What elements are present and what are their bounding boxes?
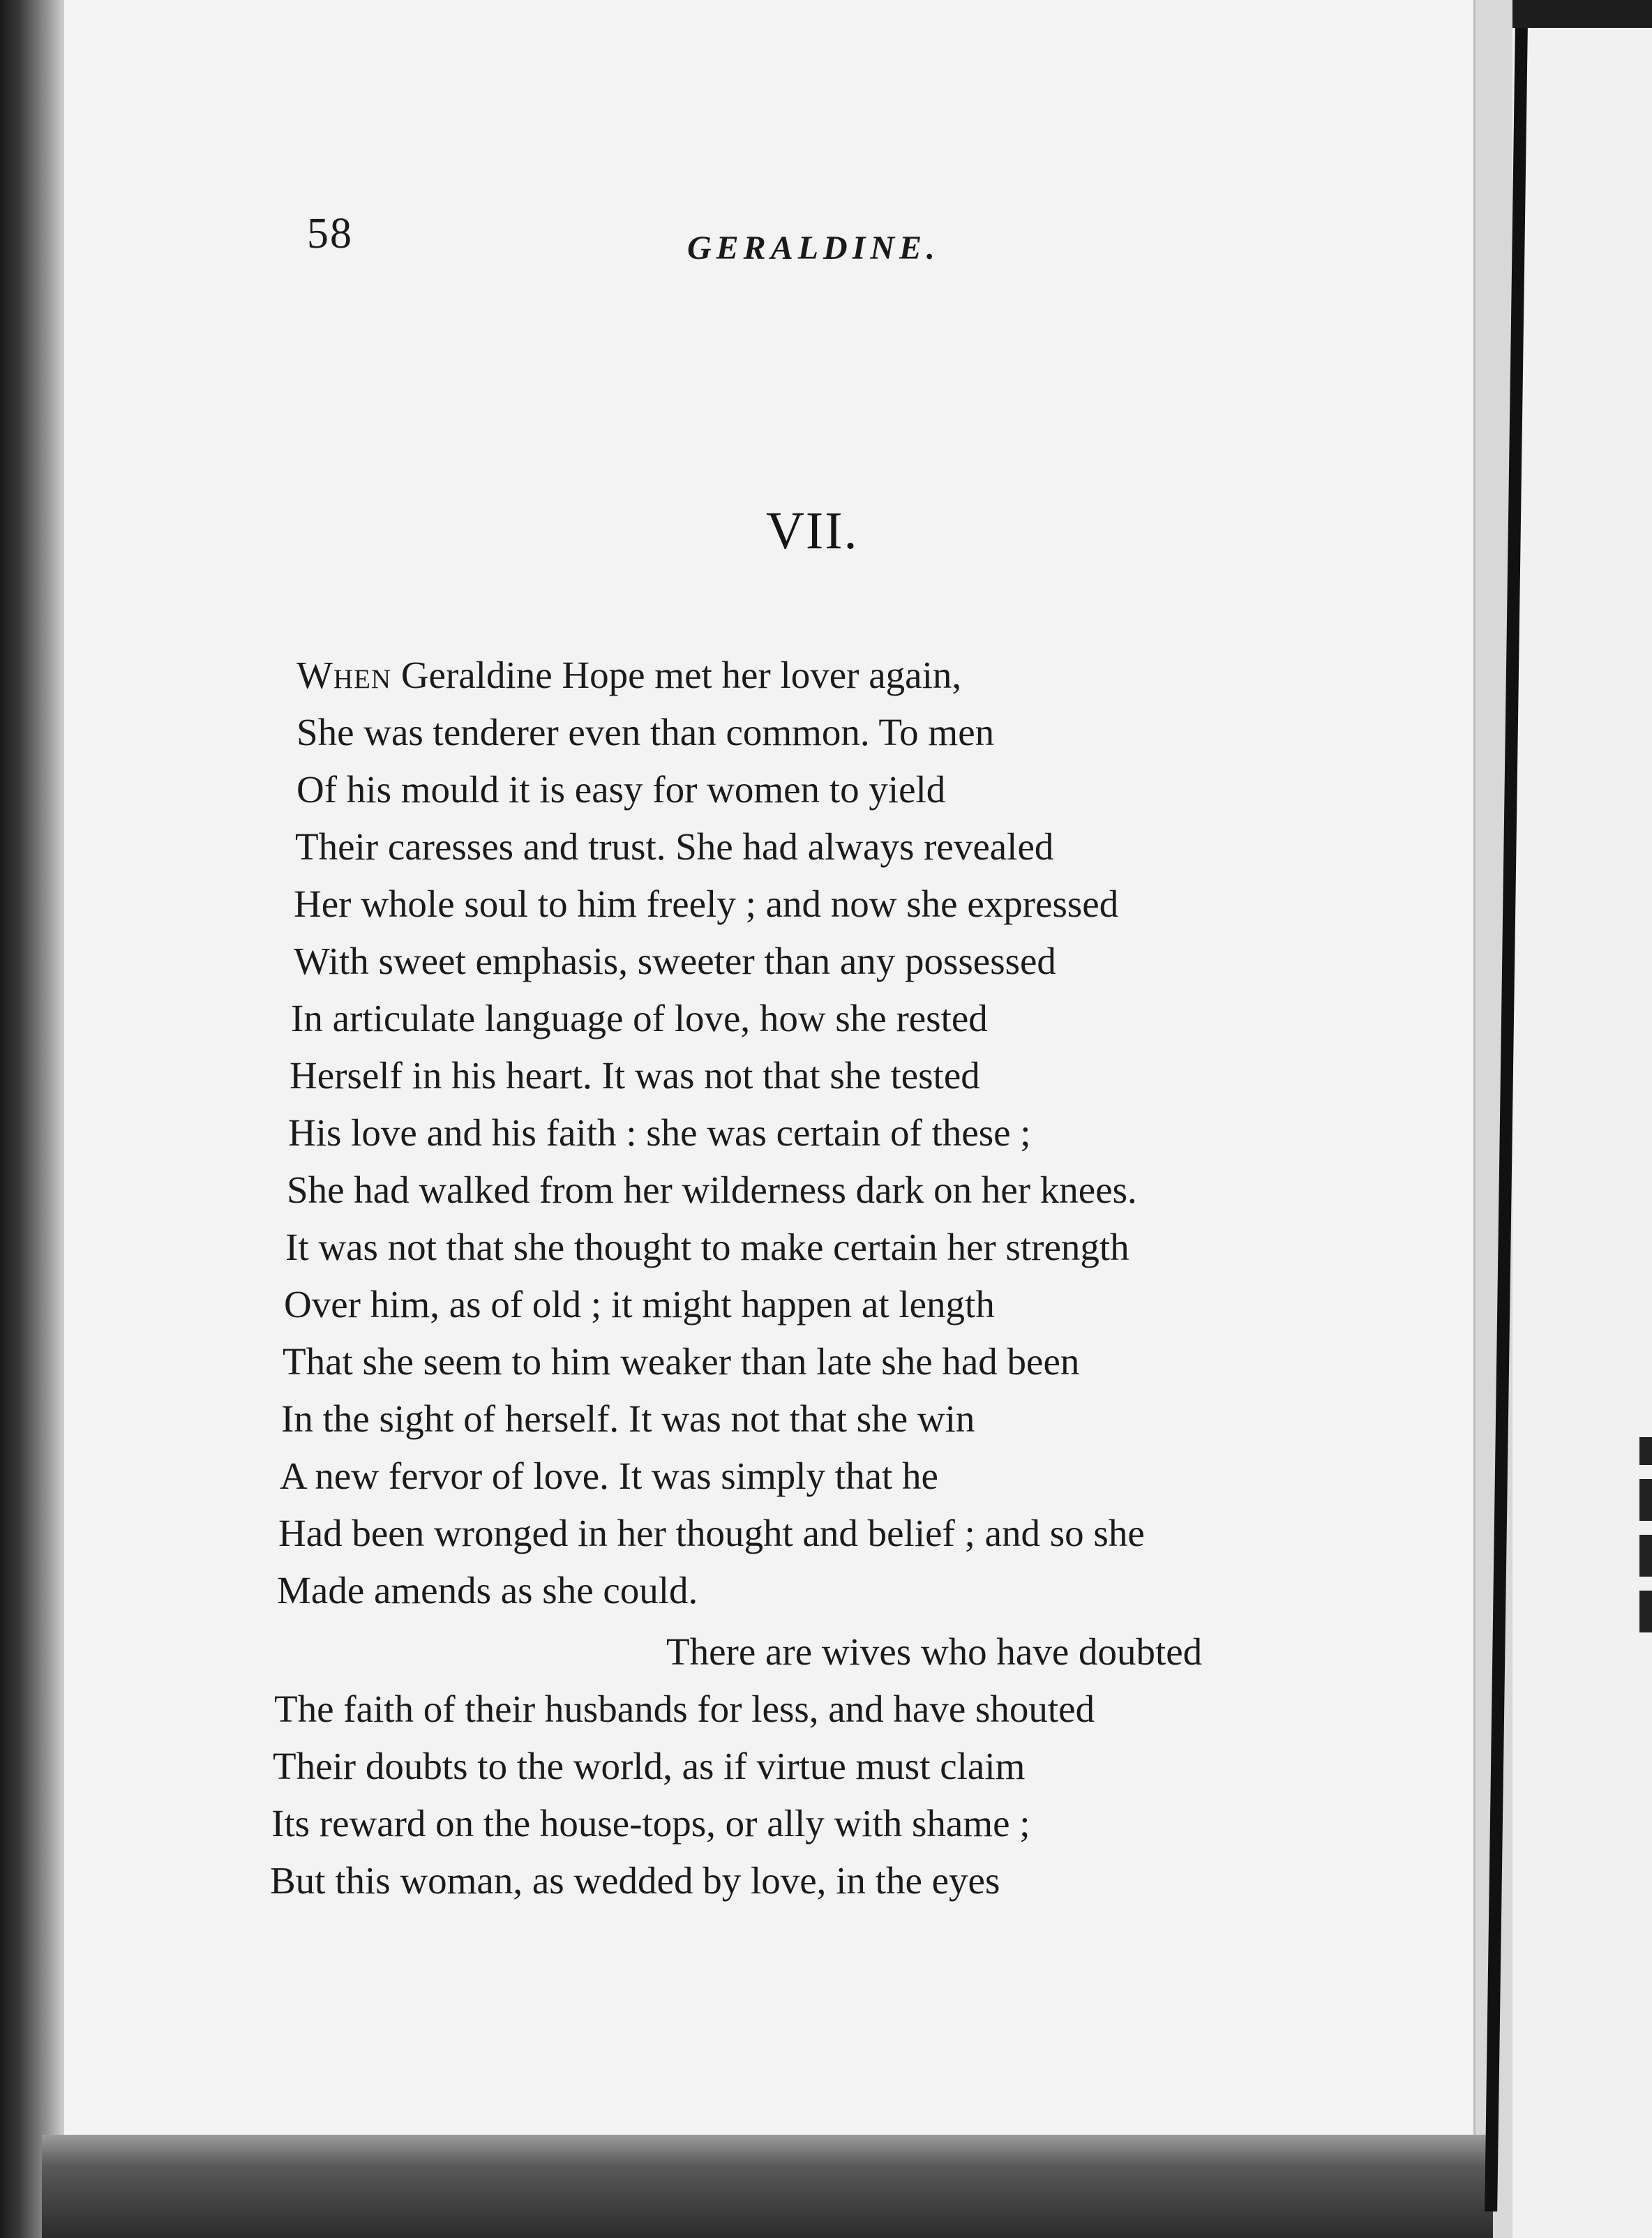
poem-line: But this woman, as wedded by love, in the eyes — [270, 1859, 1000, 1902]
poem-line: That she seem to him weaker than late she had been — [283, 1340, 1080, 1383]
poem-line: It was not that she thought to make certain her strength — [285, 1226, 1129, 1268]
poem-line: In articulate language of love, how she rested — [291, 997, 988, 1039]
poem-line: His love and his faith : she was certain of these ; — [288, 1111, 1031, 1154]
poem-line: Their caresses and trust. She had always revealed — [295, 825, 1054, 868]
poem-line: A new fervor of love. It was simply that he — [280, 1455, 938, 1497]
poem-first-word: When — [296, 654, 392, 696]
poem-line: In the sight of herself. It was not that she win — [281, 1397, 975, 1440]
poem-line: Its reward on the house-tops, or ally with shame ; — [271, 1802, 1030, 1845]
poem-line: There are wives who have doubted — [666, 1630, 1203, 1673]
poem-line: Of his mould it is easy for women to yield — [296, 768, 946, 811]
poem-line: Over him, as of old ; it might happen at length — [284, 1283, 995, 1325]
poem-line: With sweet emphasis, sweeter than any possessed — [294, 940, 1056, 982]
poem-line: Had been wronged in her thought and belief ; and so she — [278, 1512, 1145, 1554]
page-number: 58 — [307, 210, 353, 257]
poem-line: Made amends as she could. — [277, 1569, 698, 1612]
running-title: GERALDINE. — [687, 230, 940, 266]
section-number: VII. — [766, 502, 859, 560]
poem-first-line-text: Geraldine Hope met her lover again, — [391, 654, 962, 696]
poem-line: Her whole soul to him freely ; and now she expressed — [294, 883, 1119, 925]
poem-line: Their doubts to the world, as if virtue must claim — [273, 1745, 1026, 1787]
poem-line: She had walked from her wilderness dark on her knees. — [287, 1169, 1137, 1211]
poem-line: Herself in his heart. It was not that she tested — [290, 1054, 980, 1097]
poem-line: She was tenderer even than common. To men — [296, 711, 995, 753]
poem-line — [296, 656, 961, 694]
poem-line: The faith of their husbands for less, and have shouted — [274, 1688, 1095, 1730]
